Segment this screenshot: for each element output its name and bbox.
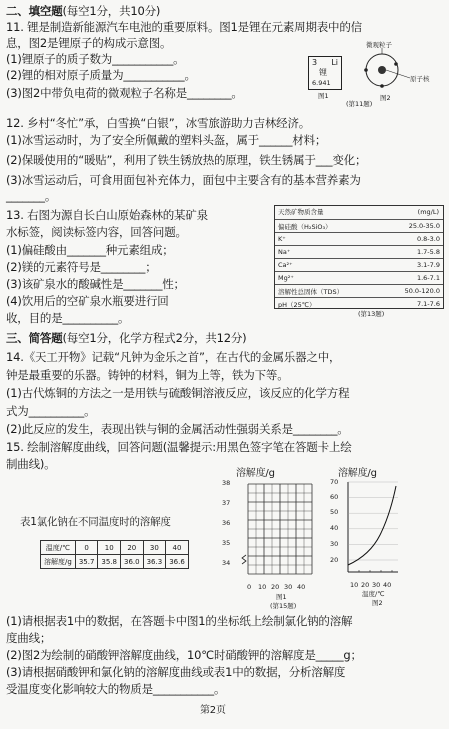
fig1-xtick: 30 — [284, 583, 293, 591]
cell: 溶解度/g — [41, 555, 76, 569]
fig2-ytick: 30 — [330, 540, 339, 548]
table-row — [41, 555, 189, 569]
q15-sub-line: 度曲线； — [6, 631, 52, 645]
section2-heading — [6, 4, 160, 19]
mineral-water-label — [274, 205, 444, 309]
section3-note: (每空1分，化学方程式2分，共12分) — [62, 331, 247, 345]
fig1-xtick: 20 — [271, 583, 280, 591]
q13-line: 13. 右图为源自长白山原始森林的某矿泉 — [6, 208, 208, 222]
fig2-ytick: 20 — [330, 556, 339, 564]
q13-line: 收，目的是__________。 — [6, 311, 130, 325]
q15-sub-line: (1)请根据表1中的数据，在答题卡中图1的坐标纸上绘制氯化钠的溶解 — [6, 614, 353, 628]
cell: 36.0 — [121, 555, 144, 569]
cell: 10 — [98, 541, 121, 555]
cell: 3.1-7.9 — [381, 259, 443, 272]
fig11-label1: 图1 — [318, 92, 329, 100]
q11-line: 息，图2是锂原子的构成示意图。 — [6, 36, 172, 50]
fig2-ytick: 40 — [330, 524, 339, 532]
water-caption: (第13题) — [358, 310, 385, 318]
cell: 7.1-7.6 — [381, 298, 443, 311]
fig1-ytick: 37 — [222, 499, 231, 507]
q12-line: (1)冰雪运动时，为了安全所佩戴的塑料头盔，属于______材料； — [6, 133, 327, 147]
water-label-header: 天然矿物质含量 — [278, 208, 324, 216]
section2-title: 二、填空题 — [6, 4, 63, 18]
fig2-ylabel: 溶解度/g — [338, 468, 377, 479]
q11-line: (2)锂的相对原子质量为___________。 — [6, 68, 196, 82]
cell: 0.8-3.0 — [381, 233, 443, 246]
fig2-xtick: 10 — [350, 581, 359, 589]
cell: Mg²⁺ — [275, 272, 381, 285]
cell: K⁺ — [275, 233, 381, 246]
table-row — [275, 259, 443, 272]
page-number: 第2页 — [200, 705, 226, 716]
fig1-ytick: 38 — [222, 479, 231, 487]
table-row — [275, 246, 443, 259]
element-name: 锂 — [319, 68, 327, 77]
table-row — [275, 298, 443, 311]
fig2-ytick: 60 — [330, 493, 339, 501]
micro-particle-label: 微观粒子 — [366, 41, 392, 49]
cell: 20 — [121, 541, 144, 555]
cell: 1.6-7.1 — [381, 272, 443, 285]
q13-line: (2)镁的元素符号是________； — [6, 260, 157, 274]
cell: pH（25℃） — [275, 298, 381, 311]
cell: Ca²⁺ — [275, 259, 381, 272]
q14-line: 钟是最重要的乐器。铸钟的材料，铜为上等，铁为下等。 — [6, 368, 289, 382]
q11-line: (3)图2中带负电荷的微观粒子名称是________。 — [6, 86, 243, 100]
fig2-xtick: 20 — [361, 581, 370, 589]
fig2-chart — [340, 480, 402, 578]
q15-line: 制曲线)。 — [6, 457, 56, 471]
fig2-xtick: 30 — [372, 581, 381, 589]
fig1-ylabel: 溶解度/g — [236, 468, 275, 479]
fig1-ytick: 34 — [222, 559, 231, 567]
q11-line: (1)锂原子的质子数为___________。 — [6, 52, 185, 66]
table-row — [275, 285, 443, 298]
cell: 36.6 — [166, 555, 189, 569]
fig15-caption: (第15题) — [270, 602, 297, 610]
periodic-tile — [308, 56, 342, 90]
section2-note: (每空1分，共10分) — [62, 4, 161, 18]
cell: 0 — [75, 541, 98, 555]
cell: 35.7 — [75, 555, 98, 569]
q12-line: (3)冰雪运动后，可食用面包补充体力，面包中主要含有的基本营养素为 — [6, 173, 361, 187]
q15-sub-line: (3)请根据硝酸钾和氯化钠的溶解度曲线或表1中的数据，分析溶解度 — [6, 665, 346, 679]
fig2-label: 图2 — [372, 599, 383, 607]
cell: 溶解性总固体（TDS） — [275, 285, 381, 298]
fig1-xtick: 0 — [247, 583, 252, 591]
fig1-xtick: 40 — [297, 583, 306, 591]
q13-line: (1)偏硅酸由_______种元素组成； — [6, 243, 174, 257]
q14-line: 式为__________。 — [6, 404, 96, 418]
table-row — [275, 233, 443, 246]
element-symbol: Li — [331, 58, 338, 67]
fig1-ytick: 36 — [222, 519, 231, 527]
cell: 25.0-35.0 — [381, 220, 443, 233]
fig1-grid — [228, 480, 320, 580]
table-row — [275, 272, 443, 285]
cell: 50.0-120.0 — [381, 285, 443, 298]
section3-heading — [6, 331, 246, 346]
fig11-caption: (第11题) — [346, 100, 373, 108]
table1-title: 表1氯化钠在不同温度时的溶解度 — [20, 516, 171, 528]
q15-line: 15. 绘制溶解度曲线，回答问题(温馨提示:用黑色签字笔在答题卡上绘 — [6, 440, 352, 454]
fig1-ytick: 35 — [222, 539, 231, 547]
section3-title: 三、简答题 — [6, 331, 63, 345]
q14-line: (2)此反应的发生，表现出铁与铜的金属活动性强弱关系是________。 — [6, 422, 349, 436]
cell: 温度/℃ — [41, 541, 76, 555]
water-label-unit: (mg/L) — [417, 208, 439, 216]
fig1-xtick: 10 — [258, 583, 267, 591]
q12-line: 12. 乡村“冬忙”承，白雪换“白银”，冰雪旅游助力吉林经济。 — [6, 116, 311, 130]
cell: 偏硅酸（H₂SiO₃） — [275, 220, 381, 233]
cell: 40 — [166, 541, 189, 555]
fig2-ytick: 70 — [330, 478, 339, 486]
atomic-mass: 6.941 — [312, 79, 331, 87]
q15-sub-line: (2)图2为绘制的硝酸钾溶解度曲线，10℃时硝酸钾的溶解度是_____g； — [6, 648, 362, 662]
nacl-solubility-table — [40, 540, 189, 569]
fig11-label2: 图2 — [380, 94, 391, 102]
fig2-xtick: 40 — [383, 581, 392, 589]
q11-line: 11. 锂是制造新能源汽车电池的重要原料。图1是锂在元素周期表中的信 — [6, 20, 362, 34]
q13-line: (3)该矿泉水的酸碱性是_______性； — [6, 277, 185, 291]
q14-line: 14.《天工开物》记载“凡钟为金乐之首”，在古代的金属乐器之中， — [6, 350, 341, 364]
nucleus-label: 原子核 — [410, 75, 430, 83]
fig2-ytick: 50 — [330, 508, 339, 516]
atomic-number: 3 — [312, 58, 318, 67]
cell: 36.3 — [143, 555, 166, 569]
cell: 1.7-5.8 — [381, 246, 443, 259]
fig1-label: 图1 — [276, 593, 287, 601]
cell: 30 — [143, 541, 166, 555]
cell: Na⁺ — [275, 246, 381, 259]
fig2-xlabel: 温度/℃ — [362, 590, 385, 598]
q13-line: 水标签，阅读标签内容，回答问题。 — [6, 225, 187, 239]
q15-sub-line: 受温度变化影响较大的物质是___________。 — [6, 682, 226, 696]
q12-line: (2)保暖使用的“暖贴”，利用了铁生锈放热的原理，铁生锈属于___变化； — [6, 153, 367, 167]
q14-line: (1)古代炼铜的方法之一是用铁与硫酸铜溶液反应，该反应的化学方程 — [6, 386, 350, 400]
q12-line: _______。 — [6, 189, 57, 203]
cell: 35.8 — [98, 555, 121, 569]
table-row — [41, 541, 189, 555]
table-row — [275, 220, 443, 233]
water-label-table — [275, 219, 443, 310]
q13-line: (4)饮用后的空矿泉水瓶要进行回 — [6, 294, 169, 308]
